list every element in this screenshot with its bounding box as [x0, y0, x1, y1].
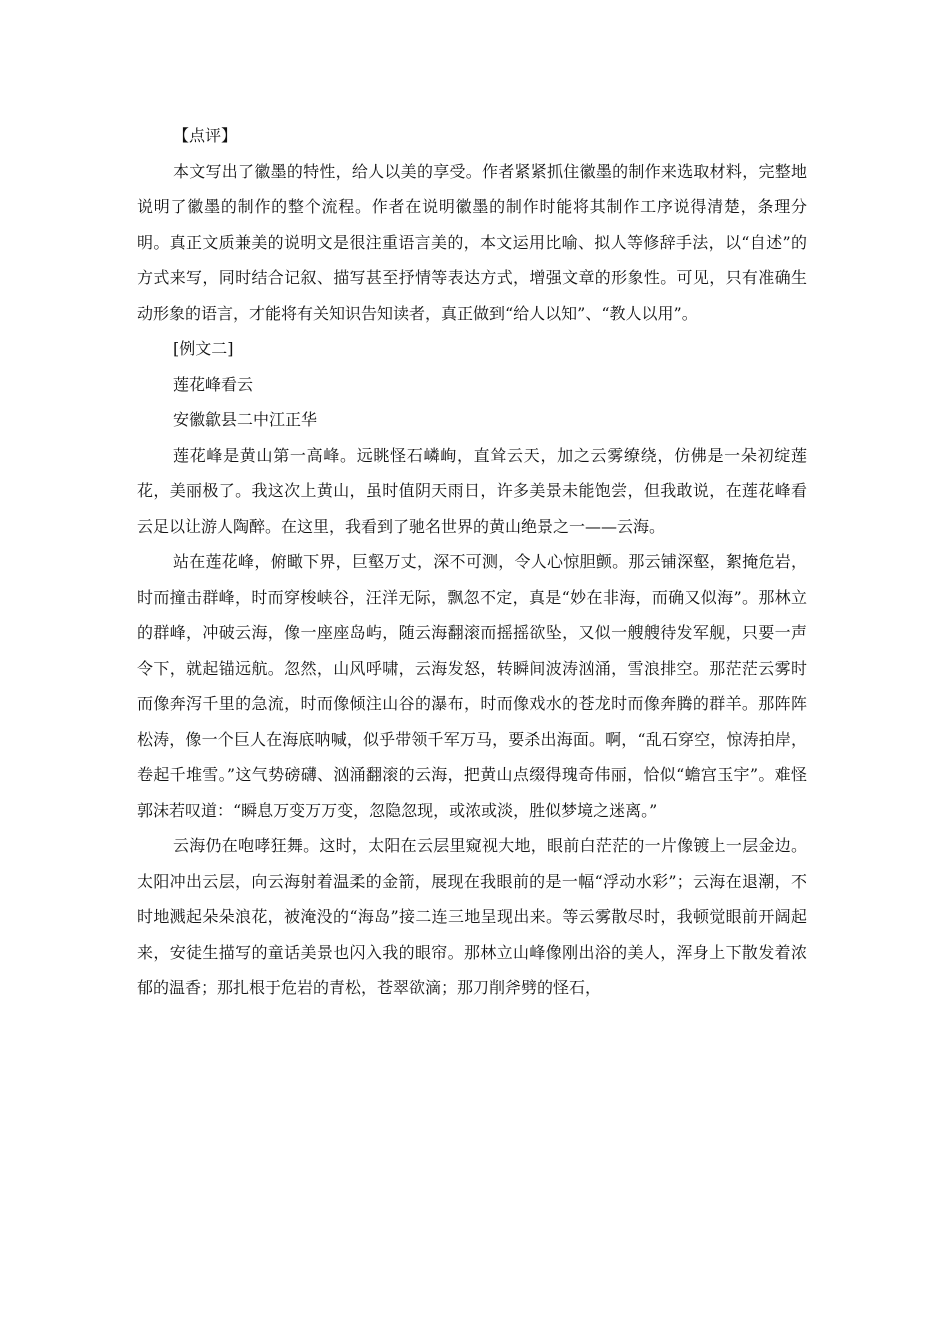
essay-paragraph-2: 站在莲花峰，俯瞰下界，巨壑万丈，深不可测，令人心惊胆颤。那云铺深壑，絮掩危岩，时而撞击群峰，时而穿梭峡谷，汪洋无际，飘忽不定，真是“妙在非海，而确又似海”。那林立的群峰，冲破云海，像一座座岛屿，随云海翻滚而摇摇欲坠，又似一艘艘待发军舰，只要一声令下，就起锚远航。忽然，山风呼啸，云海发怒，转瞬间波涛汹涌，雪浪排空。那茫茫云雾时而像奔泻千里的急流，时而像倾注山谷的瀑布，时而像戏水的苍龙时而像奔腾的群羊。那阵阵松涛，像一个巨人在海底呐喊，似乎带领千军万马，要杀出海面。啊，“乱石穿空，惊涛拍岸，卷起千堆雪。”这气势磅礴、汹涌翻滚的云海，把黄山点缀得瑰奇伟丽，恰似“蟾宫玉宇”。难怪郭沫若叹道：“瞬息万变万万变，忽隐忽现，或浓或淡，胜似梦境之迷离。” [137, 552, 807, 820]
document-body [137, 118, 807, 1006]
essay-paragraph-1: 莲花峰是黄山第一高峰。远眺怪石嶙峋，直耸云天，加之云雾缭绕，仿佛是一朵初绽莲花，美丽极了。我这次上黄山，虽时值阴天雨日，许多美景未能饱尝，但我敢说，在莲花峰看云足以让游人陶醉。在这里，我看到了驰名世界的黄山绝景之一——云海。 [137, 445, 807, 536]
essay-author: 安徽歙县二中江正华 [173, 410, 318, 429]
review-heading: 【点评】 [173, 126, 238, 145]
example-label: [例文二] [173, 339, 234, 358]
review-paragraph: 本文写出了徽墨的特性，给人以美的享受。作者紧紧抓住徽墨的制作来选取材料，完整地说明了徽墨的制作的整个流程。作者在说明徽墨的制作时能将其制作工序说得清楚，条理分明。真正文质兼美的说明文是很注重语言美的，本文运用比喻、拟人等修辞手法，以“自述”的方式来写，同时结合记叙、描写甚至抒情等表达方式，增强文章的形象性。可见，只有准确生动形象的语言，才能将有关知识告知读者，真正做到“给人以知”、“教人以用”。 [137, 161, 807, 323]
essay-title: 莲花峰看云 [173, 374, 254, 394]
essay-paragraph-3: 云海仍在咆哮狂舞。这时，太阳在云层里窥视大地，眼前白茫茫的一片像镀上一层金边。太阳冲出云层，向云海射着温柔的金箭，展现在我眼前的是一幅“浮动水彩”；云海在退潮，不时地溅起朵朵浪花，被淹没的“海岛”接二连三地呈现出来。等云雾散尽时，我顿觉眼前开阔起来，安徒生描写的童话美景也闪入我的眼帘。那林立山峰像刚出浴的美人，浑身上下散发着浓郁的温香；那扎根于危岩的青松，苍翠欲滴；那刀削斧劈的怪石， [137, 836, 807, 997]
